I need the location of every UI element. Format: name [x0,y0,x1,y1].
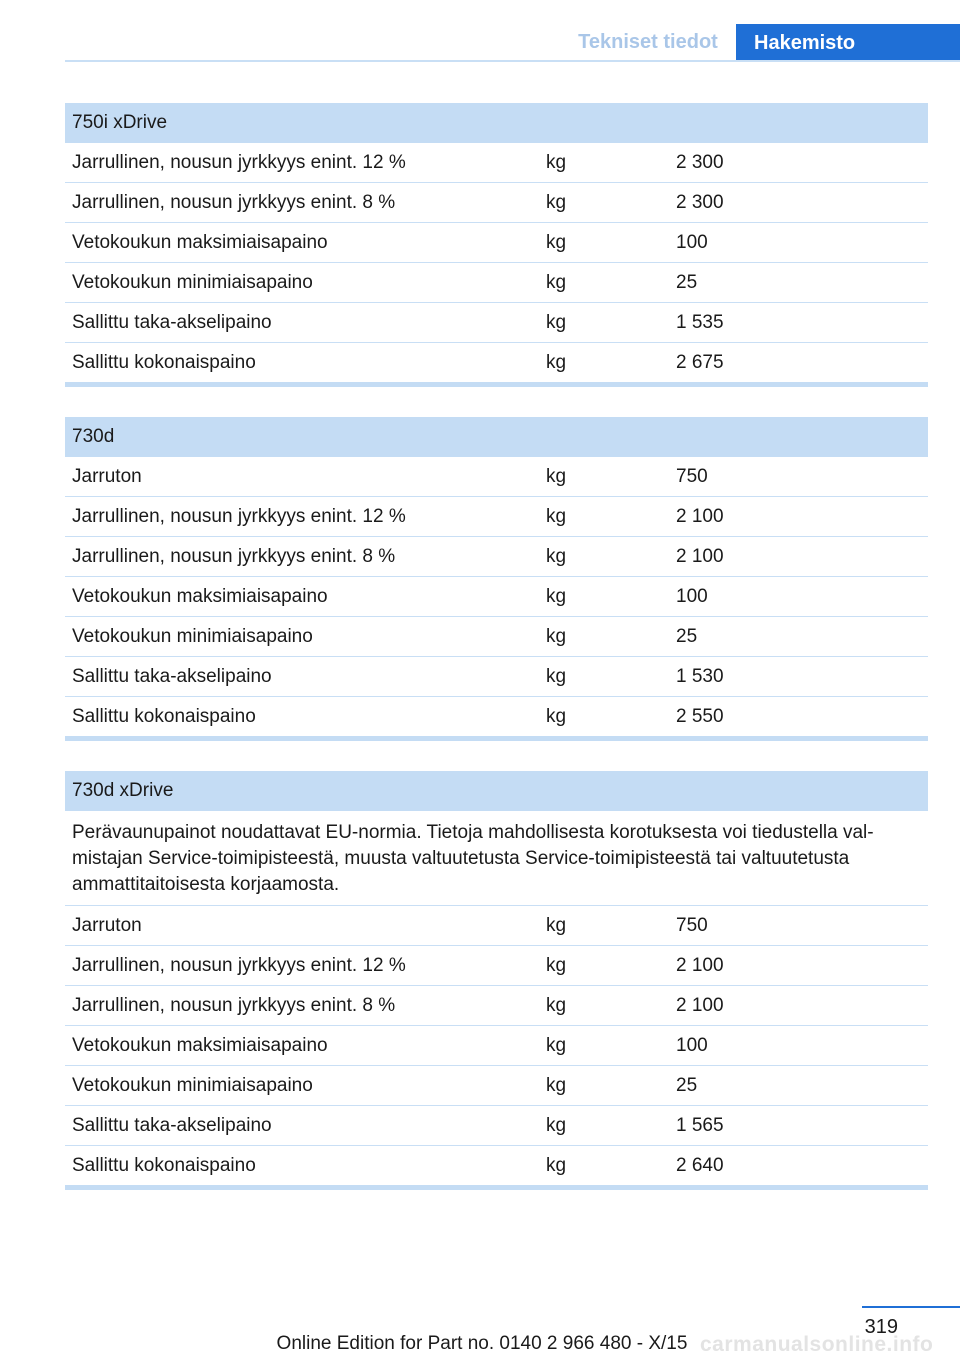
table-title: 730d xDrive [65,771,928,811]
row-value: 2 300 [676,151,724,173]
row-label: Sallittu taka-akselipaino [72,665,272,687]
row-label: Vetokoukun maksimiaisapaino [72,231,328,253]
watermark: carmanualsonline.info [700,1333,934,1356]
table-row [65,1146,928,1185]
row-value: 100 [676,585,708,607]
row-label: Vetokoukun minimiaisapaino [72,1074,313,1096]
table-bottom-rule [65,382,928,387]
row-value: 750 [676,465,708,487]
row-label: Sallittu kokonaispaino [72,1154,256,1176]
row-label: Sallittu taka-akselipaino [72,1114,272,1136]
table-body [65,457,928,736]
row-label: Sallittu kokonaispaino [72,705,256,727]
row-unit: kg [546,505,567,527]
row-value: 750 [676,914,708,936]
table-row [65,617,928,657]
row-value: 2 100 [676,545,724,567]
row-label: Sallittu taka-akselipaino [72,311,272,333]
row-unit: kg [546,151,567,173]
row-label: Sallittu kokonaispaino [72,351,256,373]
row-value: 1 565 [676,1114,724,1136]
table-title: 750i xDrive [65,103,928,143]
table-note: Perävaunupainot noudattavat EU-normia. Tietoja mahdollisesta korotuksesta voi tiedustella val- mistajan Service-toimipisteestä, muusta valtuutetusta Service-toimipisteestä tai valtuutetusta ammattitaitoisesta korjaamosta. [65,811,928,906]
row-unit: kg [546,311,567,333]
table-title: 730d [65,417,928,457]
row-unit: kg [546,1154,567,1176]
table-row [65,946,928,986]
table-row [65,183,928,223]
row-label: Vetokoukun minimiaisapaino [72,271,313,293]
table-row [65,457,928,497]
row-value: 100 [676,231,708,253]
spec-table-730d [65,417,928,741]
tab-tekniset-tiedot[interactable]: Tekniset tiedot [578,31,718,53]
row-value: 1 530 [676,665,724,687]
row-label: Jarrullinen, nousun jyrkkyys enint. 8 % [72,191,396,213]
row-unit: kg [546,231,567,253]
table-row [65,906,928,946]
row-unit: kg [546,191,567,213]
table-row [65,986,928,1026]
row-value: 2 675 [676,351,724,373]
row-unit: kg [546,1034,567,1056]
table-row [65,223,928,263]
edition-text: Online Edition for Part no. 0140 2 966 480 - X/15 [276,1333,688,1354]
page-number: 319 [864,1316,898,1338]
table-row [65,497,928,537]
table-row [65,1026,928,1066]
table-row [65,303,928,343]
row-label: Jarrullinen, nousun jyrkkyys enint. 12 % [72,151,406,173]
row-unit: kg [546,271,567,293]
row-label: Jarruton [72,465,142,487]
table-row [65,1066,928,1106]
table-row [65,1106,928,1146]
row-label: Jarrullinen, nousun jyrkkyys enint. 12 % [72,505,406,527]
row-unit: kg [546,914,567,936]
page-number-rule [862,1306,960,1308]
row-value: 25 [676,271,698,293]
row-label: Vetokoukun maksimiaisapaino [72,1034,328,1056]
table-body [65,143,928,382]
spec-table-730d-xdrive [65,771,928,1190]
table-row [65,537,928,577]
row-label: Jarrullinen, nousun jyrkkyys enint. 12 % [72,954,406,976]
row-value: 2 100 [676,505,724,527]
table-row [65,263,928,303]
row-value: 2 100 [676,994,724,1016]
row-value: 25 [676,625,698,647]
table-bottom-rule [65,736,928,741]
table-row [65,343,928,382]
row-unit: kg [546,954,567,976]
spec-table-750i-xdrive [65,103,928,387]
tab-hakemisto[interactable]: Hakemisto [736,24,960,62]
table-row [65,697,928,736]
row-unit: kg [546,545,567,567]
row-value: 1 535 [676,311,724,333]
row-value: 100 [676,1034,708,1056]
row-unit: kg [546,585,567,607]
row-unit: kg [546,465,567,487]
row-unit: kg [546,705,567,727]
row-unit: kg [546,994,567,1016]
row-unit: kg [546,1074,567,1096]
table-body [65,906,928,1185]
row-unit: kg [546,351,567,373]
row-value: 2 100 [676,954,724,976]
table-row [65,657,928,697]
header-divider [65,60,960,62]
row-label: Jarruton [72,914,142,936]
row-value: 25 [676,1074,698,1096]
table-bottom-rule [65,1185,928,1190]
row-label: Vetokoukun minimiaisapaino [72,625,313,647]
row-label: Jarrullinen, nousun jyrkkyys enint. 8 % [72,545,396,567]
table-row [65,577,928,617]
row-label: Jarrullinen, nousun jyrkkyys enint. 8 % [72,994,396,1016]
row-value: 2 300 [676,191,724,213]
row-unit: kg [546,1114,567,1136]
row-value: 2 550 [676,705,724,727]
table-row [65,143,928,183]
row-unit: kg [546,625,567,647]
row-value: 2 640 [676,1154,724,1176]
row-unit: kg [546,665,567,687]
row-label: Vetokoukun maksimiaisapaino [72,585,328,607]
